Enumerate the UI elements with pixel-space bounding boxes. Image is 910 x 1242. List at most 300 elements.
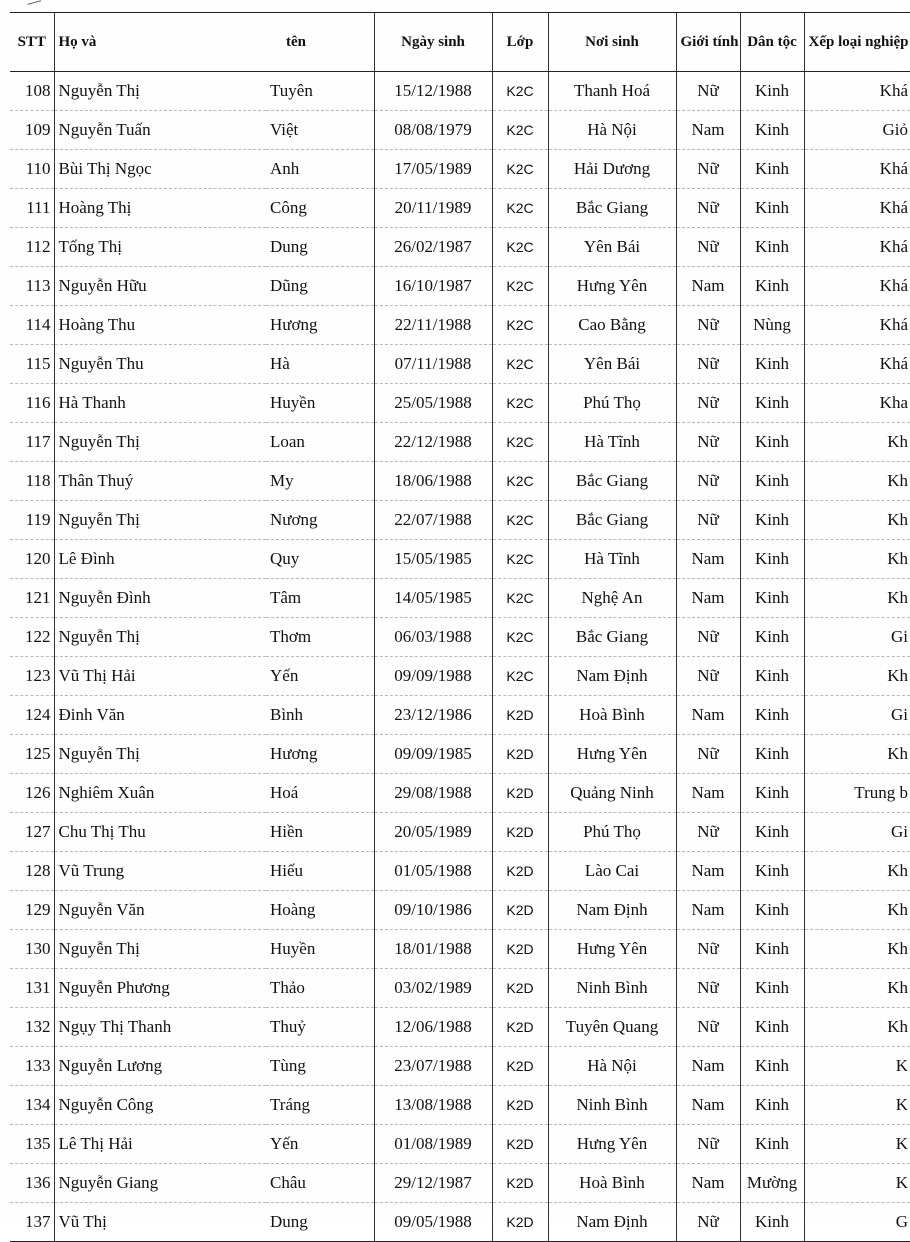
cell-gioi-tinh: Nữ xyxy=(676,618,740,657)
cell-lop: K2D xyxy=(492,813,548,852)
cell-noi-sinh: Bắc Giang xyxy=(548,189,676,228)
cell-dan-toc: Mường xyxy=(740,1164,804,1203)
cell-dan-toc: Kinh xyxy=(740,423,804,462)
cell-noi-sinh: Yên Bái xyxy=(548,228,676,267)
cell-ho: Nguyễn Thị xyxy=(54,735,266,774)
cell-dan-toc: Kinh xyxy=(740,852,804,891)
cell-gioi-tinh: Nam xyxy=(676,696,740,735)
table-row xyxy=(10,1164,910,1203)
cell-noi-sinh: Phú Thọ xyxy=(548,384,676,423)
cell-ngay-sinh: 15/12/1988 xyxy=(374,72,492,111)
table-row xyxy=(10,930,910,969)
cell-stt: 118 xyxy=(10,462,54,501)
table-row xyxy=(10,1125,910,1164)
cell-ngay-sinh: 07/11/1988 xyxy=(374,345,492,384)
cell-noi-sinh: Hoà Bình xyxy=(548,1164,676,1203)
cell-gioi-tinh: Nữ xyxy=(676,1125,740,1164)
cell-ho: Ngụy Thị Thanh xyxy=(54,1008,266,1047)
cell-ho: Tống Thị xyxy=(54,228,266,267)
cell-ngay-sinh: 22/12/1988 xyxy=(374,423,492,462)
table-row xyxy=(10,306,910,345)
cell-lop: K2D xyxy=(492,852,548,891)
cell-gioi-tinh: Nữ xyxy=(676,306,740,345)
table-row xyxy=(10,813,910,852)
cell-gioi-tinh: Nam xyxy=(676,1047,740,1086)
cell-stt: 119 xyxy=(10,501,54,540)
cell-xep-loai: K xyxy=(804,1164,910,1203)
cell-noi-sinh: Bắc Giang xyxy=(548,618,676,657)
cell-ho: Vũ Thị xyxy=(54,1203,266,1242)
cell-ho: Nguyễn Đình xyxy=(54,579,266,618)
cell-dan-toc: Kinh xyxy=(740,1203,804,1242)
cell-xep-loai: Khá xyxy=(804,228,910,267)
cell-ho: Nguyễn Thị xyxy=(54,501,266,540)
cell-ten: Nương xyxy=(266,501,374,540)
cell-ten: Hiền xyxy=(266,813,374,852)
cell-xep-loai: K xyxy=(804,1047,910,1086)
cell-xep-loai: Kh xyxy=(804,501,910,540)
cell-ngay-sinh: 09/09/1988 xyxy=(374,657,492,696)
cell-ngay-sinh: 17/05/1989 xyxy=(374,150,492,189)
cell-dan-toc: Kinh xyxy=(740,228,804,267)
cell-lop: K2C xyxy=(492,189,548,228)
cell-ho: Chu Thị Thu xyxy=(54,813,266,852)
cell-xep-loai: Khá xyxy=(804,345,910,384)
table-row xyxy=(10,540,910,579)
cell-dan-toc: Kinh xyxy=(740,267,804,306)
cell-dan-toc: Kinh xyxy=(740,813,804,852)
cell-ten: Thảo xyxy=(266,969,374,1008)
header-ten: tên xyxy=(266,13,374,72)
cell-gioi-tinh: Nữ xyxy=(676,1203,740,1242)
cell-stt: 113 xyxy=(10,267,54,306)
cell-ngay-sinh: 20/11/1989 xyxy=(374,189,492,228)
cell-dan-toc: Kinh xyxy=(740,1047,804,1086)
cell-noi-sinh: Nam Định xyxy=(548,657,676,696)
cell-ngay-sinh: 09/09/1985 xyxy=(374,735,492,774)
cell-dan-toc: Kinh xyxy=(740,1086,804,1125)
cell-ten: Tráng xyxy=(266,1086,374,1125)
cell-ho: Nguyễn Thị xyxy=(54,930,266,969)
cell-xep-loai: Khá xyxy=(804,306,910,345)
cell-ten: Huyền xyxy=(266,930,374,969)
cell-xep-loai: Kh xyxy=(804,891,910,930)
cell-gioi-tinh: Nữ xyxy=(676,384,740,423)
table-row xyxy=(10,657,910,696)
cell-xep-loai: K xyxy=(804,1086,910,1125)
cell-stt: 135 xyxy=(10,1125,54,1164)
cell-stt: 112 xyxy=(10,228,54,267)
header-gioi-tinh: Giới tính xyxy=(676,13,740,72)
cell-xep-loai: Kh xyxy=(804,540,910,579)
cell-ten: Yến xyxy=(266,1125,374,1164)
cell-xep-loai: Kh xyxy=(804,852,910,891)
cell-lop: K2D xyxy=(492,774,548,813)
cell-ten: Dũng xyxy=(266,267,374,306)
cell-stt: 128 xyxy=(10,852,54,891)
cell-ho: Nguyễn Giang xyxy=(54,1164,266,1203)
table-row xyxy=(10,501,910,540)
cell-stt: 133 xyxy=(10,1047,54,1086)
cell-gioi-tinh: Nam xyxy=(676,852,740,891)
cell-noi-sinh: Quảng Ninh xyxy=(548,774,676,813)
cell-dan-toc: Nùng xyxy=(740,306,804,345)
cell-lop: K2D xyxy=(492,1164,548,1203)
cell-lop: K2C xyxy=(492,579,548,618)
cell-noi-sinh: Hà Tĩnh xyxy=(548,540,676,579)
cell-lop: K2C xyxy=(492,150,548,189)
cell-xep-loai: Kh xyxy=(804,1008,910,1047)
table-row xyxy=(10,228,910,267)
cell-ho: Nguyễn Phương xyxy=(54,969,266,1008)
table-row xyxy=(10,1203,910,1242)
table-header xyxy=(10,13,910,72)
cell-ten: Tâm xyxy=(266,579,374,618)
cell-xep-loai: Gi xyxy=(804,696,910,735)
cell-ho: Lê Đình xyxy=(54,540,266,579)
cell-noi-sinh: Hoà Bình xyxy=(548,696,676,735)
cell-lop: K2C xyxy=(492,540,548,579)
cell-noi-sinh: Tuyên Quang xyxy=(548,1008,676,1047)
cell-ngay-sinh: 12/06/1988 xyxy=(374,1008,492,1047)
cell-lop: K2D xyxy=(492,1203,548,1242)
cell-xep-loai: Khá xyxy=(804,72,910,111)
table-row xyxy=(10,579,910,618)
cell-ten: Tuyên xyxy=(266,72,374,111)
cell-xep-loai: Gi xyxy=(804,618,910,657)
table-row xyxy=(10,891,910,930)
cell-noi-sinh: Nghệ An xyxy=(548,579,676,618)
cell-stt: 131 xyxy=(10,969,54,1008)
cell-ngay-sinh: 26/02/1987 xyxy=(374,228,492,267)
cell-ten: Công xyxy=(266,189,374,228)
cell-ho: Hà Thanh xyxy=(54,384,266,423)
cell-stt: 137 xyxy=(10,1203,54,1242)
table-row xyxy=(10,774,910,813)
scan-mark xyxy=(27,0,42,10)
cell-lop: K2C xyxy=(492,423,548,462)
header-ngay-sinh: Ngày sinh xyxy=(374,13,492,72)
cell-noi-sinh: Cao Bằng xyxy=(548,306,676,345)
cell-ngay-sinh: 08/08/1979 xyxy=(374,111,492,150)
cell-dan-toc: Kinh xyxy=(740,774,804,813)
cell-stt: 121 xyxy=(10,579,54,618)
cell-xep-loai: G xyxy=(804,1203,910,1242)
cell-gioi-tinh: Nữ xyxy=(676,813,740,852)
cell-gioi-tinh: Nam xyxy=(676,1164,740,1203)
table-row xyxy=(10,1086,910,1125)
cell-noi-sinh: Hà Nội xyxy=(548,1047,676,1086)
cell-noi-sinh: Hà Nội xyxy=(548,111,676,150)
cell-dan-toc: Kinh xyxy=(740,1125,804,1164)
header-noi-sinh: Nơi sinh xyxy=(548,13,676,72)
cell-ngay-sinh: 09/10/1986 xyxy=(374,891,492,930)
cell-ten: Hương xyxy=(266,735,374,774)
cell-gioi-tinh: Nam xyxy=(676,1086,740,1125)
cell-ngay-sinh: 23/07/1988 xyxy=(374,1047,492,1086)
cell-xep-loai: Trung b xyxy=(804,774,910,813)
cell-noi-sinh: Hải Dương xyxy=(548,150,676,189)
cell-ten: Hiếu xyxy=(266,852,374,891)
cell-stt: 134 xyxy=(10,1086,54,1125)
cell-xep-loai: Kh xyxy=(804,930,910,969)
table-row xyxy=(10,1008,910,1047)
cell-dan-toc: Kinh xyxy=(740,1008,804,1047)
table-row xyxy=(10,462,910,501)
cell-dan-toc: Kinh xyxy=(740,72,804,111)
cell-noi-sinh: Bắc Giang xyxy=(548,501,676,540)
cell-ngay-sinh: 23/12/1986 xyxy=(374,696,492,735)
cell-dan-toc: Kinh xyxy=(740,540,804,579)
cell-dan-toc: Kinh xyxy=(740,579,804,618)
cell-ngay-sinh: 09/05/1988 xyxy=(374,1203,492,1242)
table-row xyxy=(10,696,910,735)
cell-xep-loai: Kha xyxy=(804,384,910,423)
cell-gioi-tinh: Nữ xyxy=(676,735,740,774)
cell-stt: 132 xyxy=(10,1008,54,1047)
cell-lop: K2C xyxy=(492,501,548,540)
cell-ten: Quy xyxy=(266,540,374,579)
cell-lop: K2D xyxy=(492,1047,548,1086)
cell-ten: Anh xyxy=(266,150,374,189)
cell-ten: Tùng xyxy=(266,1047,374,1086)
cell-ngay-sinh: 25/05/1988 xyxy=(374,384,492,423)
cell-gioi-tinh: Nữ xyxy=(676,930,740,969)
cell-gioi-tinh: Nữ xyxy=(676,969,740,1008)
cell-noi-sinh: Bắc Giang xyxy=(548,462,676,501)
cell-stt: 127 xyxy=(10,813,54,852)
cell-dan-toc: Kinh xyxy=(740,189,804,228)
cell-dan-toc: Kinh xyxy=(740,150,804,189)
cell-gioi-tinh: Nữ xyxy=(676,228,740,267)
cell-gioi-tinh: Nữ xyxy=(676,657,740,696)
cell-stt: 114 xyxy=(10,306,54,345)
cell-ngay-sinh: 20/05/1989 xyxy=(374,813,492,852)
cell-noi-sinh: Nam Định xyxy=(548,1203,676,1242)
cell-ten: Việt xyxy=(266,111,374,150)
cell-lop: K2D xyxy=(492,735,548,774)
cell-gioi-tinh: Nam xyxy=(676,267,740,306)
cell-xep-loai: Khá xyxy=(804,267,910,306)
cell-gioi-tinh: Nữ xyxy=(676,1008,740,1047)
cell-ngay-sinh: 15/05/1985 xyxy=(374,540,492,579)
cell-noi-sinh: Ninh Bình xyxy=(548,969,676,1008)
cell-dan-toc: Kinh xyxy=(740,696,804,735)
cell-stt: 110 xyxy=(10,150,54,189)
cell-stt: 111 xyxy=(10,189,54,228)
cell-gioi-tinh: Nữ xyxy=(676,423,740,462)
cell-lop: K2D xyxy=(492,1008,548,1047)
cell-ngay-sinh: 22/07/1988 xyxy=(374,501,492,540)
cell-xep-loai: Kh xyxy=(804,969,910,1008)
cell-dan-toc: Kinh xyxy=(740,657,804,696)
cell-ten: Yến xyxy=(266,657,374,696)
cell-ngay-sinh: 18/01/1988 xyxy=(374,930,492,969)
cell-gioi-tinh: Nam xyxy=(676,540,740,579)
table-row xyxy=(10,618,910,657)
table-row xyxy=(10,969,910,1008)
header-lop: Lớp xyxy=(492,13,548,72)
cell-xep-loai: Kh xyxy=(804,579,910,618)
cell-ho: Nguyễn Công xyxy=(54,1086,266,1125)
cell-ten: Thơm xyxy=(266,618,374,657)
cell-ten: Châu xyxy=(266,1164,374,1203)
cell-ho: Nguyễn Văn xyxy=(54,891,266,930)
cell-noi-sinh: Phú Thọ xyxy=(548,813,676,852)
cell-lop: K2C xyxy=(492,618,548,657)
cell-ho: Nguyễn Thị xyxy=(54,72,266,111)
cell-stt: 124 xyxy=(10,696,54,735)
cell-noi-sinh: Hưng Yên xyxy=(548,930,676,969)
cell-lop: K2C xyxy=(492,345,548,384)
table-row xyxy=(10,345,910,384)
cell-lop: K2C xyxy=(492,267,548,306)
cell-lop: K2C xyxy=(492,657,548,696)
cell-lop: K2D xyxy=(492,891,548,930)
cell-stt: 116 xyxy=(10,384,54,423)
cell-lop: K2C xyxy=(492,384,548,423)
cell-stt: 109 xyxy=(10,111,54,150)
table-row xyxy=(10,852,910,891)
cell-ho: Nguyễn Lương xyxy=(54,1047,266,1086)
cell-xep-loai: Giỏ xyxy=(804,111,910,150)
cell-ngay-sinh: 13/08/1988 xyxy=(374,1086,492,1125)
cell-noi-sinh: Hưng Yên xyxy=(548,267,676,306)
cell-dan-toc: Kinh xyxy=(740,735,804,774)
cell-noi-sinh: Ninh Bình xyxy=(548,1086,676,1125)
cell-stt: 130 xyxy=(10,930,54,969)
header-ho: Họ và xyxy=(54,13,266,72)
cell-ho: Nguyễn Thị xyxy=(54,423,266,462)
cell-ho: Nguyễn Thu xyxy=(54,345,266,384)
cell-dan-toc: Kinh xyxy=(740,969,804,1008)
cell-stt: 108 xyxy=(10,72,54,111)
cell-stt: 122 xyxy=(10,618,54,657)
cell-dan-toc: Kinh xyxy=(740,384,804,423)
cell-gioi-tinh: Nữ xyxy=(676,501,740,540)
cell-ngay-sinh: 01/08/1989 xyxy=(374,1125,492,1164)
cell-ngay-sinh: 03/02/1989 xyxy=(374,969,492,1008)
cell-ten: Hoàng xyxy=(266,891,374,930)
cell-lop: K2D xyxy=(492,969,548,1008)
cell-xep-loai: K xyxy=(804,1125,910,1164)
cell-dan-toc: Kinh xyxy=(740,345,804,384)
cell-stt: 115 xyxy=(10,345,54,384)
cell-ten: Hoá xyxy=(266,774,374,813)
cell-stt: 123 xyxy=(10,657,54,696)
cell-dan-toc: Kinh xyxy=(740,891,804,930)
cell-ngay-sinh: 01/05/1988 xyxy=(374,852,492,891)
table-row xyxy=(10,735,910,774)
cell-ten: Huyền xyxy=(266,384,374,423)
cell-dan-toc: Kinh xyxy=(740,111,804,150)
cell-xep-loai: Kh xyxy=(804,657,910,696)
cell-gioi-tinh: Nữ xyxy=(676,150,740,189)
cell-ngay-sinh: 18/06/1988 xyxy=(374,462,492,501)
cell-lop: K2D xyxy=(492,1125,548,1164)
cell-gioi-tinh: Nam xyxy=(676,579,740,618)
cell-dan-toc: Kinh xyxy=(740,501,804,540)
table-row xyxy=(10,423,910,462)
cell-ho: Vũ Trung xyxy=(54,852,266,891)
cell-ten: Loan xyxy=(266,423,374,462)
cell-ngay-sinh: 06/03/1988 xyxy=(374,618,492,657)
cell-stt: 120 xyxy=(10,540,54,579)
cell-ten: Hương xyxy=(266,306,374,345)
cell-noi-sinh: Thanh Hoá xyxy=(548,72,676,111)
cell-ho: Hoàng Thu xyxy=(54,306,266,345)
cell-noi-sinh: Hưng Yên xyxy=(548,1125,676,1164)
cell-gioi-tinh: Nam xyxy=(676,891,740,930)
cell-lop: K2C xyxy=(492,72,548,111)
cell-lop: K2C xyxy=(492,228,548,267)
cell-xep-loai: Kh xyxy=(804,462,910,501)
cell-xep-loai: Khá xyxy=(804,150,910,189)
cell-noi-sinh: Nam Định xyxy=(548,891,676,930)
cell-lop: K2D xyxy=(492,1086,548,1125)
cell-ho: Hoàng Thị xyxy=(54,189,266,228)
cell-noi-sinh: Yên Bái xyxy=(548,345,676,384)
cell-ngay-sinh: 14/05/1985 xyxy=(374,579,492,618)
cell-noi-sinh: Hà Tĩnh xyxy=(548,423,676,462)
cell-ho: Bùi Thị Ngọc xyxy=(54,150,266,189)
cell-lop: K2D xyxy=(492,696,548,735)
cell-ho: Nguyễn Hữu xyxy=(54,267,266,306)
cell-gioi-tinh: Nữ xyxy=(676,345,740,384)
header-dan-toc: Dân tộc xyxy=(740,13,804,72)
cell-stt: 129 xyxy=(10,891,54,930)
table-row xyxy=(10,72,910,111)
cell-gioi-tinh: Nam xyxy=(676,774,740,813)
cell-ten: My xyxy=(266,462,374,501)
student-table xyxy=(10,12,910,1242)
cell-gioi-tinh: Nữ xyxy=(676,72,740,111)
cell-stt: 125 xyxy=(10,735,54,774)
cell-gioi-tinh: Nữ xyxy=(676,462,740,501)
cell-ngay-sinh: 16/10/1987 xyxy=(374,267,492,306)
table-row xyxy=(10,150,910,189)
cell-xep-loai: Khá xyxy=(804,189,910,228)
cell-ngay-sinh: 22/11/1988 xyxy=(374,306,492,345)
header-stt: STT xyxy=(10,13,54,72)
cell-gioi-tinh: Nữ xyxy=(676,189,740,228)
cell-ten: Dung xyxy=(266,1203,374,1242)
cell-stt: 126 xyxy=(10,774,54,813)
cell-ho: Thân Thuý xyxy=(54,462,266,501)
cell-ho: Vũ Thị Hải xyxy=(54,657,266,696)
cell-xep-loai: Kh xyxy=(804,423,910,462)
cell-ten: Dung xyxy=(266,228,374,267)
cell-ho: Nghiêm Xuân xyxy=(54,774,266,813)
cell-ho: Nguyễn Tuấn xyxy=(54,111,266,150)
cell-lop: K2C xyxy=(492,462,548,501)
cell-ngay-sinh: 29/08/1988 xyxy=(374,774,492,813)
cell-lop: K2C xyxy=(492,111,548,150)
table-row xyxy=(10,111,910,150)
cell-ten: Thuỷ xyxy=(266,1008,374,1047)
table-row xyxy=(10,384,910,423)
cell-ngay-sinh: 29/12/1987 xyxy=(374,1164,492,1203)
table-body xyxy=(10,72,910,1242)
cell-ten: Hà xyxy=(266,345,374,384)
header-xep-loai: Xếp loại nghiệp xyxy=(804,13,910,72)
cell-dan-toc: Kinh xyxy=(740,618,804,657)
cell-gioi-tinh: Nam xyxy=(676,111,740,150)
cell-dan-toc: Kinh xyxy=(740,462,804,501)
cell-stt: 136 xyxy=(10,1164,54,1203)
cell-ho: Lê Thị Hải xyxy=(54,1125,266,1164)
table-row xyxy=(10,189,910,228)
